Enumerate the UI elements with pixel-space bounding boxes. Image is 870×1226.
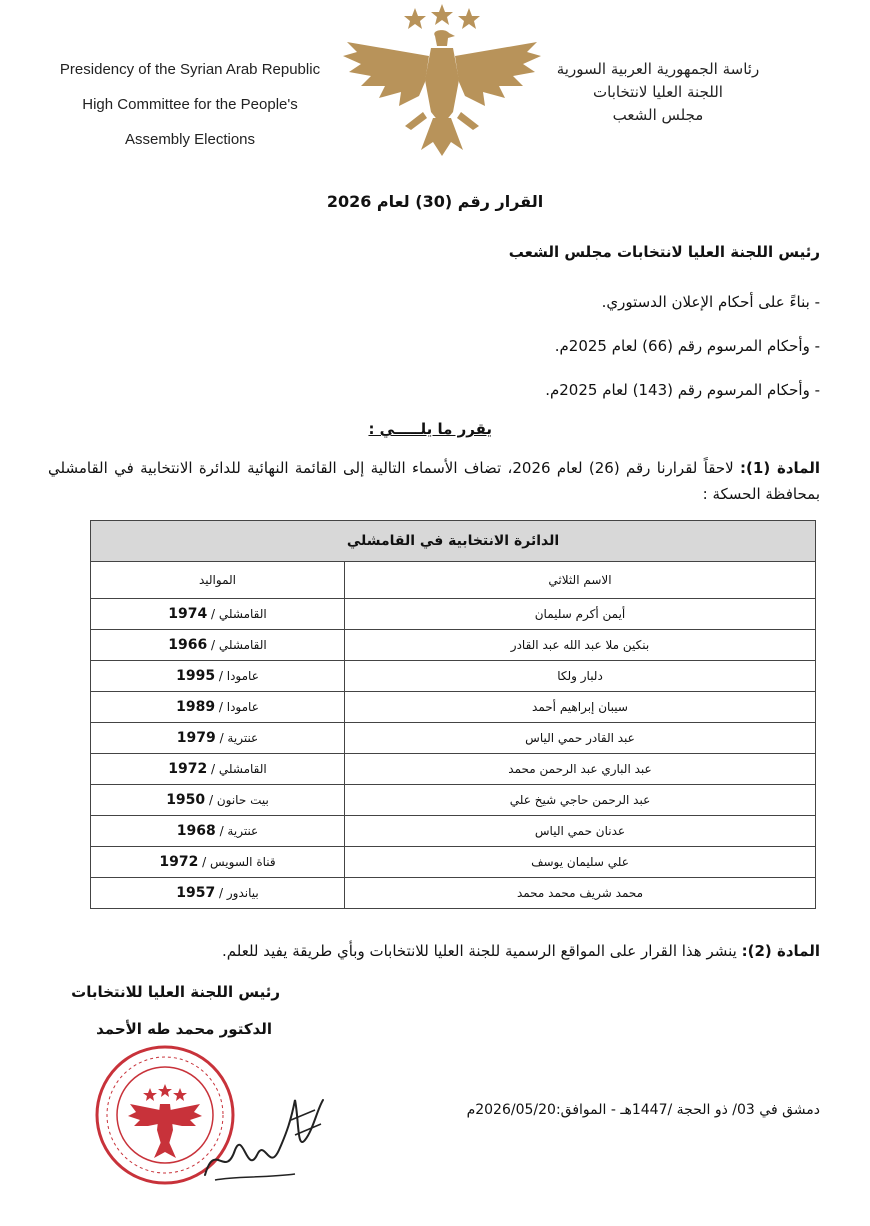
birth-place: بياندور <box>226 886 259 900</box>
article-1-text: لاحقاً لقرارنا رقم (26) لعام 2026، تضاف الأسماء التالية إلى القائمة النهائية للدائرة الانتخابية في القامشلي بمحافظة الحسكة : <box>48 459 820 503</box>
table-caption: الدائرة الانتخابية في القامشلي <box>91 521 816 562</box>
candidate-name: محمد شريف محمد محمد <box>345 878 816 909</box>
birth-year: 1950 <box>166 792 206 808</box>
birth-cell: عنترية / 1979 <box>91 723 345 754</box>
table-row <box>91 878 816 909</box>
birth-place: القامشلي <box>218 762 267 776</box>
table-row <box>91 630 816 661</box>
table-row <box>91 692 816 723</box>
birth-cell: عامودا / 1995 <box>91 661 345 692</box>
decides-heading: يقرر ما يلـــــي : <box>368 420 492 438</box>
birth-year: 1972 <box>159 854 199 870</box>
birth-year: 1966 <box>168 637 208 653</box>
birth-year: 1995 <box>176 668 216 684</box>
birth-cell: بياندور / 1957 <box>91 878 345 909</box>
column-header-birth: المواليد <box>91 562 345 599</box>
preamble-item: - وأحكام المرسوم رقم (66) لعام 2025م. <box>554 337 820 355</box>
table-row <box>91 723 816 754</box>
birth-place: عنترية <box>227 824 259 838</box>
candidate-name: سيبان إبراهيم أحمد <box>345 692 816 723</box>
birth-year: 1968 <box>176 823 216 839</box>
birth-cell: القامشلي / 1966 <box>91 630 345 661</box>
birth-place: القامشلي <box>218 607 267 621</box>
table-row <box>91 661 816 692</box>
table-row <box>91 816 816 847</box>
birth-place: قناة السويس <box>209 855 276 869</box>
birth-cell: بيت حانون / 1950 <box>91 785 345 816</box>
date-line: دمشق في 03/ ذو الحجة /1447هـ - الموافق:2026/05/20م <box>466 1102 820 1118</box>
signatory-title: رئيس اللجنة العليا للانتخابات <box>71 983 280 1001</box>
candidates-table <box>90 520 816 909</box>
table-row <box>91 847 816 878</box>
candidate-name: علي سليمان يوسف <box>345 847 816 878</box>
eagle-emblem-icon <box>335 0 550 160</box>
birth-year: 1974 <box>168 606 208 622</box>
preamble-item: - وأحكام المرسوم رقم (143) لعام 2025م. <box>545 381 820 399</box>
arabic-header-line-3: مجلس الشعب <box>612 106 704 124</box>
candidate-name: عدنان حمي الياس <box>345 816 816 847</box>
birth-place: بيت حانون <box>216 793 269 807</box>
decision-title: القرار رقم (30) لعام 2026 <box>326 192 544 211</box>
birth-year: 1979 <box>176 730 216 746</box>
candidate-name: دلبار ولكا <box>345 661 816 692</box>
signatory-name: الدكتور محمد طه الأحمد <box>96 1020 272 1038</box>
table-row <box>91 599 816 630</box>
english-header <box>40 52 340 157</box>
article-1-label: المادة (1): <box>740 459 820 477</box>
birth-place: عامودا <box>226 700 259 714</box>
candidate-name: بنكين ملا عبد الله عبد القادر <box>345 630 816 661</box>
birth-place: عنترية <box>227 731 259 745</box>
english-header-line-3: Assembly Elections <box>124 131 256 148</box>
birth-year: 1957 <box>176 885 216 901</box>
candidate-name: أيمن أكرم سليمان <box>345 599 816 630</box>
article-2-label: المادة (2): <box>741 942 820 960</box>
arabic-header-line-2: اللجنة العليا لانتخابات <box>593 83 723 101</box>
article-2-text: ينشر هذا القرار على المواقع الرسمية للجنة العليا للانتخابات وبأي طريقة يفيد للعلم. <box>222 942 737 960</box>
candidate-name: عبد القادر حمي الياس <box>345 723 816 754</box>
birth-place: عامودا <box>226 669 259 683</box>
arabic-header-line-1: رئاسة الجمهورية العربية السورية <box>556 60 760 78</box>
article-1 <box>48 455 820 507</box>
arabic-header <box>528 58 788 127</box>
english-header-line-1: Presidency of the Syrian Arab Republic <box>59 61 321 78</box>
handwritten-signature <box>195 1080 335 1190</box>
birth-year: 1972 <box>168 761 208 777</box>
birth-cell: عامودا / 1989 <box>91 692 345 723</box>
birth-year: 1989 <box>176 699 216 715</box>
birth-cell: القامشلي / 1972 <box>91 754 345 785</box>
table-row <box>91 785 816 816</box>
column-header-name: الاسم الثلاثي <box>345 562 816 599</box>
issuer: رئيس اللجنة العليا لانتخابات مجلس الشعب <box>508 243 820 261</box>
candidate-name: عبد الرحمن حاجي شيخ علي <box>345 785 816 816</box>
table-row <box>91 754 816 785</box>
preamble-item: - بناءً على أحكام الإعلان الدستوري. <box>601 293 820 311</box>
birth-cell: عنترية / 1968 <box>91 816 345 847</box>
article-2 <box>222 942 820 960</box>
english-header-line-2: High Committee for the People's <box>82 96 298 113</box>
birth-cell: القامشلي / 1974 <box>91 599 345 630</box>
birth-cell: قناة السويس / 1972 <box>91 847 345 878</box>
candidate-name: عبد الباري عبد الرحمن محمد <box>345 754 816 785</box>
birth-place: القامشلي <box>218 638 267 652</box>
